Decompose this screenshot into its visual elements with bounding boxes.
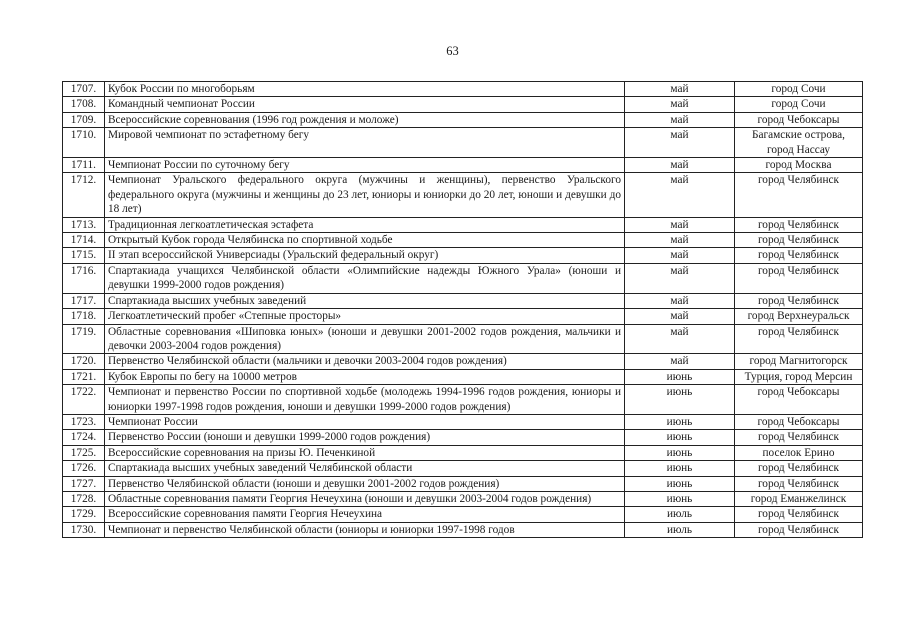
table-row (63, 385, 863, 415)
row-number: 1712. (63, 173, 105, 217)
event-place: город Челябинск (735, 248, 863, 263)
row-number: 1710. (63, 128, 105, 158)
event-month: июнь (625, 476, 735, 491)
event-name: Традиционная легкоатлетическая эстафета (105, 217, 625, 232)
event-name: Мировой чемпионат по эстафетному бегу (105, 128, 625, 158)
table-row (63, 112, 863, 127)
event-month: май (625, 293, 735, 308)
event-name: Чемпионат России по суточному бегу (105, 158, 625, 173)
row-number: 1718. (63, 309, 105, 324)
event-month: май (625, 128, 735, 158)
table-row (63, 309, 863, 324)
event-name: Открытый Кубок города Челябинска по спортивной ходьбе (105, 233, 625, 248)
event-name: Легкоатлетический пробег «Степные просторы» (105, 309, 625, 324)
row-number: 1711. (63, 158, 105, 173)
table-row (63, 173, 863, 217)
event-place: город Челябинск (735, 461, 863, 476)
event-name: Чемпионат и первенство России по спортивной ходьбе (молодежь 1994-1996 годов рождения, юниоры и юниорки 1997-1998 годов рождения, юноши и девушки 1999-2000 годов рождения) (105, 385, 625, 415)
table-row (63, 430, 863, 445)
row-number: 1721. (63, 369, 105, 384)
event-month: май (625, 158, 735, 173)
event-name: Всероссийские соревнования на призы Ю. Печенкиной (105, 445, 625, 460)
event-place: город Чебоксары (735, 385, 863, 415)
event-place: город Челябинск (735, 293, 863, 308)
event-month: май (625, 263, 735, 293)
event-month: июнь (625, 414, 735, 429)
table-row (63, 128, 863, 158)
event-name: Спартакиада высших учебных заведений (105, 293, 625, 308)
row-number: 1709. (63, 112, 105, 127)
row-number: 1719. (63, 324, 105, 354)
event-place: город Челябинск (735, 263, 863, 293)
event-place: город Челябинск (735, 217, 863, 232)
table-row (63, 522, 863, 537)
event-month: июнь (625, 461, 735, 476)
events-table (62, 81, 863, 538)
event-month: май (625, 233, 735, 248)
table-row (63, 507, 863, 522)
event-name: Командный чемпионат России (105, 97, 625, 112)
event-place: Турция, город Мерсин (735, 369, 863, 384)
event-place: город Москва (735, 158, 863, 173)
event-month: май (625, 97, 735, 112)
event-name: Спартакиада высших учебных заведений Челябинской области (105, 461, 625, 476)
table-row (63, 324, 863, 354)
event-month: май (625, 309, 735, 324)
row-number: 1723. (63, 414, 105, 429)
event-place: город Еманжелинск (735, 491, 863, 506)
event-name: Чемпионат и первенство Челябинской области (юниоры и юниорки 1997-1998 годов (105, 522, 625, 537)
event-place: Багамские острова, город Нассау (735, 128, 863, 158)
row-number: 1729. (63, 507, 105, 522)
event-name: Чемпионат Уральского федерального округа (мужчины и женщины), первенство Уральского федерального округа (мужчины и женщины до 23 лет, юниоры и юниорки до 20 лет, юноши и девушки до 18 лет) (105, 173, 625, 217)
row-number: 1722. (63, 385, 105, 415)
row-number: 1725. (63, 445, 105, 460)
event-place: город Чебоксары (735, 112, 863, 127)
event-place: город Верхнеуральск (735, 309, 863, 324)
table-row (63, 233, 863, 248)
event-place: город Челябинск (735, 522, 863, 537)
table-row (63, 263, 863, 293)
event-month: май (625, 248, 735, 263)
table-row (63, 97, 863, 112)
event-month: май (625, 354, 735, 369)
table-row (63, 293, 863, 308)
row-number: 1716. (63, 263, 105, 293)
event-place: город Челябинск (735, 324, 863, 354)
row-number: 1707. (63, 82, 105, 97)
row-number: 1715. (63, 248, 105, 263)
table-row (63, 445, 863, 460)
event-place: город Челябинск (735, 233, 863, 248)
event-month: июль (625, 507, 735, 522)
row-number: 1714. (63, 233, 105, 248)
event-place: город Магнитогорск (735, 354, 863, 369)
table-row (63, 82, 863, 97)
event-place: город Чебоксары (735, 414, 863, 429)
event-place: город Челябинск (735, 476, 863, 491)
table-row (63, 461, 863, 476)
row-number: 1726. (63, 461, 105, 476)
event-place: поселок Ерино (735, 445, 863, 460)
table-row (63, 158, 863, 173)
event-name: Первенство Челябинской области (мальчики и девочки 2003-2004 годов рождения) (105, 354, 625, 369)
event-month: июнь (625, 430, 735, 445)
event-place: город Челябинск (735, 430, 863, 445)
event-name: Первенство Челябинской области (юноши и девушки 2001-2002 годов рождения) (105, 476, 625, 491)
events-table-body (63, 82, 863, 538)
event-name: II этап всероссийской Универсиады (Уральский федеральный округ) (105, 248, 625, 263)
event-month: июнь (625, 491, 735, 506)
event-month: июль (625, 522, 735, 537)
event-name: Кубок Европы по бегу на 10000 метров (105, 369, 625, 384)
event-name: Чемпионат России (105, 414, 625, 429)
row-number: 1730. (63, 522, 105, 537)
event-month: май (625, 324, 735, 354)
row-number: 1708. (63, 97, 105, 112)
table-row (63, 414, 863, 429)
table-row (63, 354, 863, 369)
event-name: Всероссийские соревнования памяти Георгия Нечеухина (105, 507, 625, 522)
event-place: город Челябинск (735, 173, 863, 217)
row-number: 1720. (63, 354, 105, 369)
row-number: 1727. (63, 476, 105, 491)
event-month: июнь (625, 445, 735, 460)
row-number: 1717. (63, 293, 105, 308)
event-month: июнь (625, 369, 735, 384)
page-number: 63 (446, 44, 459, 58)
table-row (63, 217, 863, 232)
table-row (63, 491, 863, 506)
event-month: май (625, 112, 735, 127)
event-name: Областные соревнования памяти Георгия Нечеухина (юноши и девушки 2003-2004 годов рождения) (105, 491, 625, 506)
row-number: 1728. (63, 491, 105, 506)
event-place: город Сочи (735, 82, 863, 97)
event-name: Кубок России по многоборьям (105, 82, 625, 97)
event-month: июнь (625, 385, 735, 415)
row-number: 1713. (63, 217, 105, 232)
event-name: Спартакиада учащихся Челябинской области «Олимпийские надежды Южного Урала» (юноши и девушки 1999-2000 годов рождения) (105, 263, 625, 293)
table-row (63, 369, 863, 384)
event-month: май (625, 173, 735, 217)
event-month: май (625, 82, 735, 97)
event-place: город Челябинск (735, 507, 863, 522)
event-place: город Сочи (735, 97, 863, 112)
event-name: Первенство России (юноши и девушки 1999-2000 годов рождения) (105, 430, 625, 445)
row-number: 1724. (63, 430, 105, 445)
event-name: Всероссийские соревнования (1996 год рождения и моложе) (105, 112, 625, 127)
event-name: Областные соревнования «Шиповка юных» (юноши и девушки 2001-2002 годов рождения, мальчики и девочки 2003-2004 годов рождения) (105, 324, 625, 354)
table-row (63, 248, 863, 263)
table-row (63, 476, 863, 491)
event-month: май (625, 217, 735, 232)
